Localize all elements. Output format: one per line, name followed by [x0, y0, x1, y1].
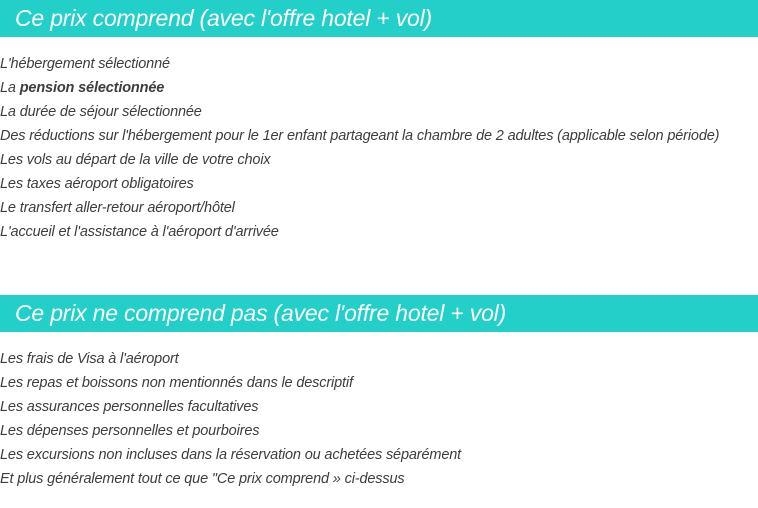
included-item [0, 80, 719, 104]
included-item: Le transfert aller-retour aéroport/hôtel [0, 200, 235, 216]
excluded-header [0, 295, 758, 332]
excluded-item: Les repas et boissons non mentionnés dans le descriptif [0, 375, 353, 391]
included-item-emphasis: pension sélectionnée [19, 80, 165, 96]
included-item: Les taxes aéroport obligatoires [0, 176, 194, 192]
excluded-title: Ce prix ne comprend pas (avec l'offre hotel + vol) [15, 300, 507, 326]
excluded-section [0, 295, 758, 487]
excluded-item: Et plus généralement tout ce que "Ce prix comprend » ci-dessus [0, 471, 405, 487]
included-item: Les vols au départ de la ville de votre choix [0, 152, 271, 168]
excluded-item: Les assurances personnelles facultatives [0, 399, 259, 415]
included-item: L'accueil et l'assistance à l'aéroport d'arrivée [0, 224, 279, 240]
included-item: L'hébergement sélectionné [0, 56, 170, 72]
excluded-item: Les frais de Visa à l'aéroport [0, 351, 179, 367]
included-item-prefix: La [0, 80, 20, 96]
included-header [0, 0, 758, 37]
included-item: Des réductions sur l'hébergement pour le 1er enfant partageant la chambre de 2 adultes (applicable selon période) [0, 128, 720, 144]
excluded-item: Les excursions non incluses dans la réservation ou achetées séparément [0, 447, 462, 463]
included-title: Ce prix comprend (avec l'offre hotel + vol) [15, 5, 433, 31]
included-list [0, 56, 719, 248]
excluded-list [0, 351, 461, 495]
included-item: La durée de séjour sélectionnée [0, 104, 202, 120]
excluded-item: Les dépenses personnelles et pourboires [0, 423, 260, 439]
included-section [0, 0, 758, 240]
